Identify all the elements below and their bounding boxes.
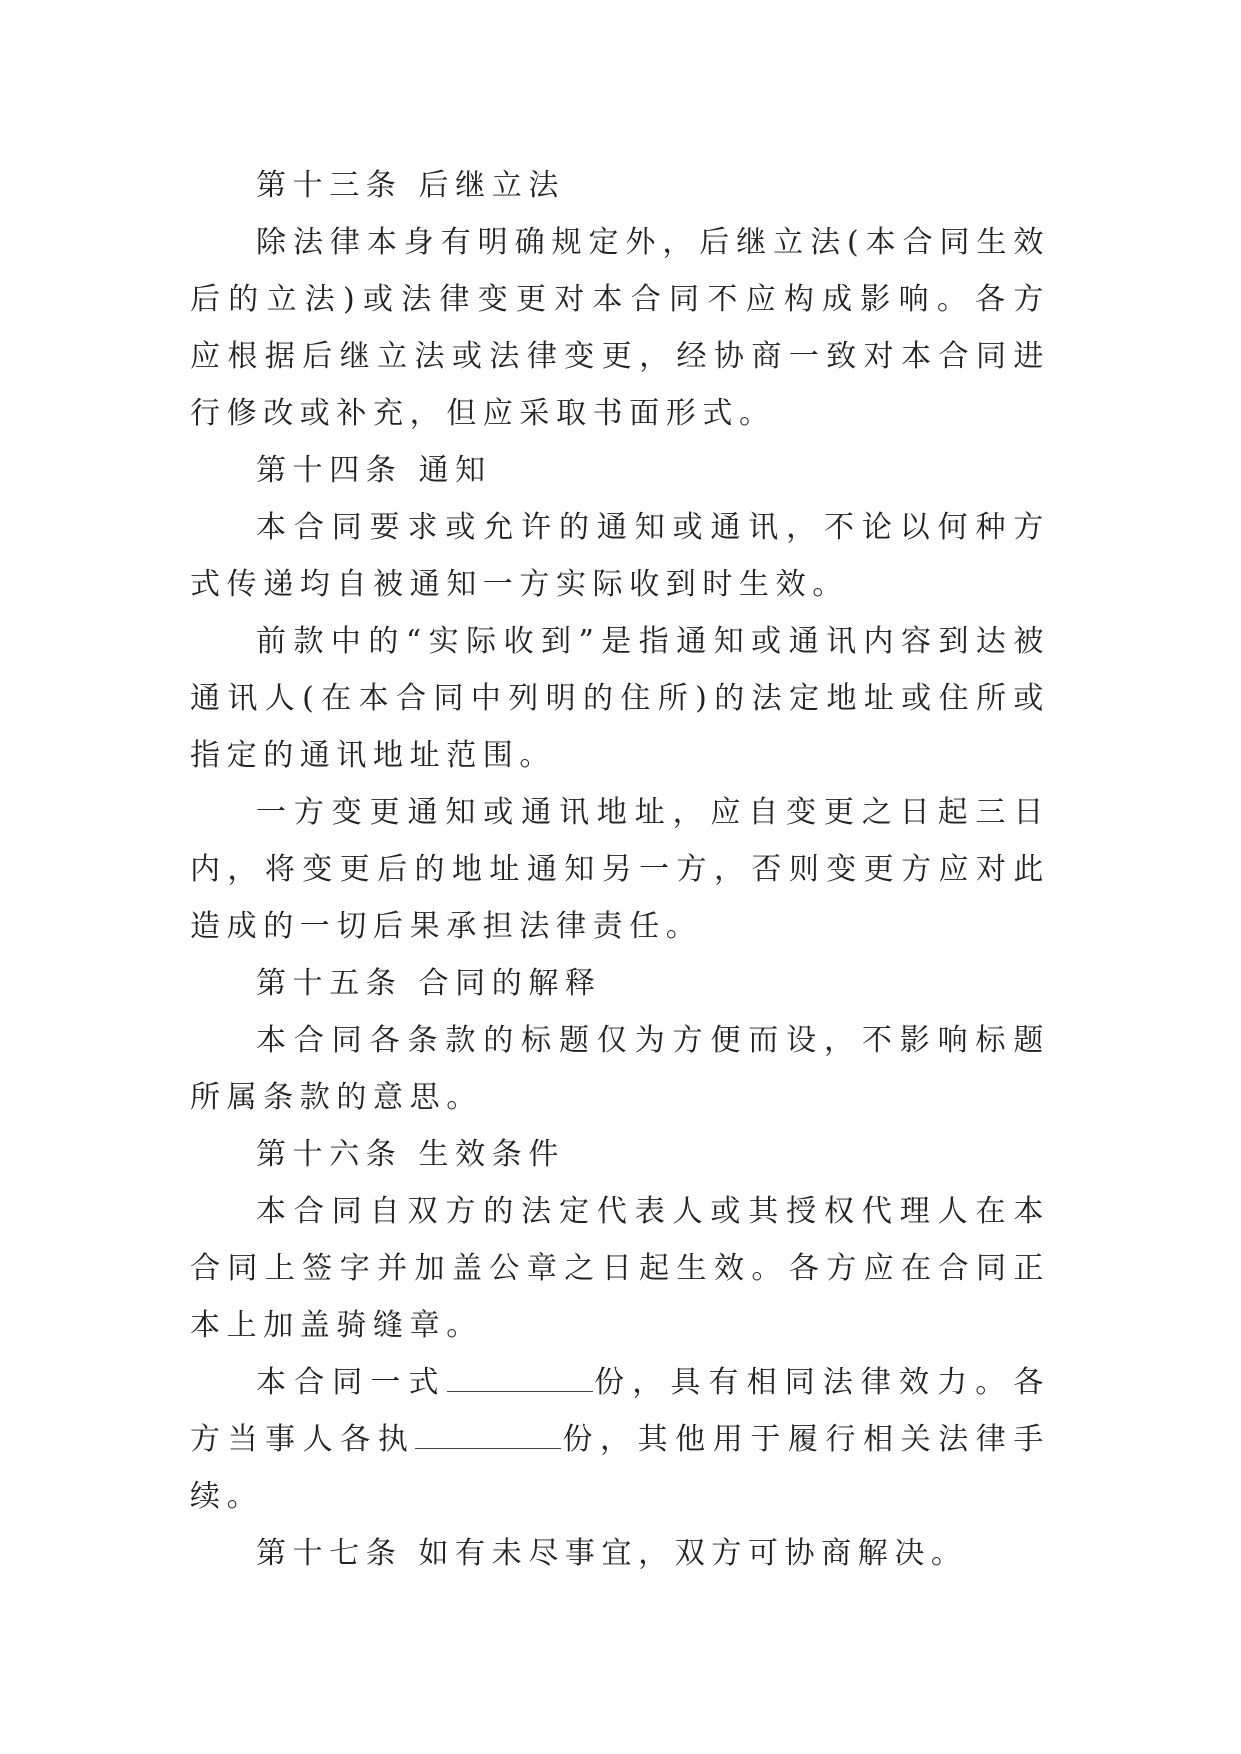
article-14-paragraph-1: 本合同要求或允许的通知或通讯，不论以何种方式传递均自被通知一方实际收到时生效。 xyxy=(190,510,1050,602)
article-15-paragraph-1: 本合同各条款的标题仅为方便而设，不影响标题所属条款的意思。 xyxy=(190,1023,1050,1115)
article-13-paragraph-1: 除法律本身有明确规定外，后继立法(本合同生效后的立法)或法律变更对本合同不应构成影响。各方应根据后继立法或法律变更，经协商一致对本合同进行修改或补充，但应采取书面形式。 xyxy=(190,225,1050,431)
copies-text-end: 份，其他用于履行相关法律手续。 xyxy=(190,1422,1050,1514)
article-16-paragraph-2 xyxy=(190,1354,1050,1525)
copies-total-blank xyxy=(447,1365,593,1392)
article-17: 第十七条 如有未尽事宜，双方可协商解决。 xyxy=(256,1536,968,1571)
article-16-title: 第十六条 生效条件 xyxy=(256,1137,565,1172)
article-13-title: 第十三条 后继立法 xyxy=(256,168,565,203)
article-15-title: 第十五条 合同的解释 xyxy=(256,966,602,1001)
article-14-paragraph-2: 前款中的“实际收到”是指通知或通讯内容到达被通讯人(在本合同中列明的住所)的法定地址或住所或指定的通讯地址范围。 xyxy=(190,624,1050,773)
article-14-title: 第十四条 通知 xyxy=(256,453,492,488)
copies-text-middle: 份，具有相同法律效力。各方当事人各执 xyxy=(190,1365,1051,1457)
article-14-paragraph-3: 一方变更通知或通讯地址，应自变更之日起三日内，将变更后的地址通知另一方，否则变更方应对此造成的一切后果承担法律责任。 xyxy=(190,795,1050,944)
article-16-paragraph-1: 本合同自双方的法定代表人或其授权代理人在本合同上签字并加盖公章之日起生效。各方应在合同正本上加盖骑缝章。 xyxy=(190,1194,1050,1343)
document-body xyxy=(190,157,1050,1582)
copies-each-blank xyxy=(415,1422,561,1449)
copies-text-start: 本合同一式 xyxy=(256,1365,447,1400)
